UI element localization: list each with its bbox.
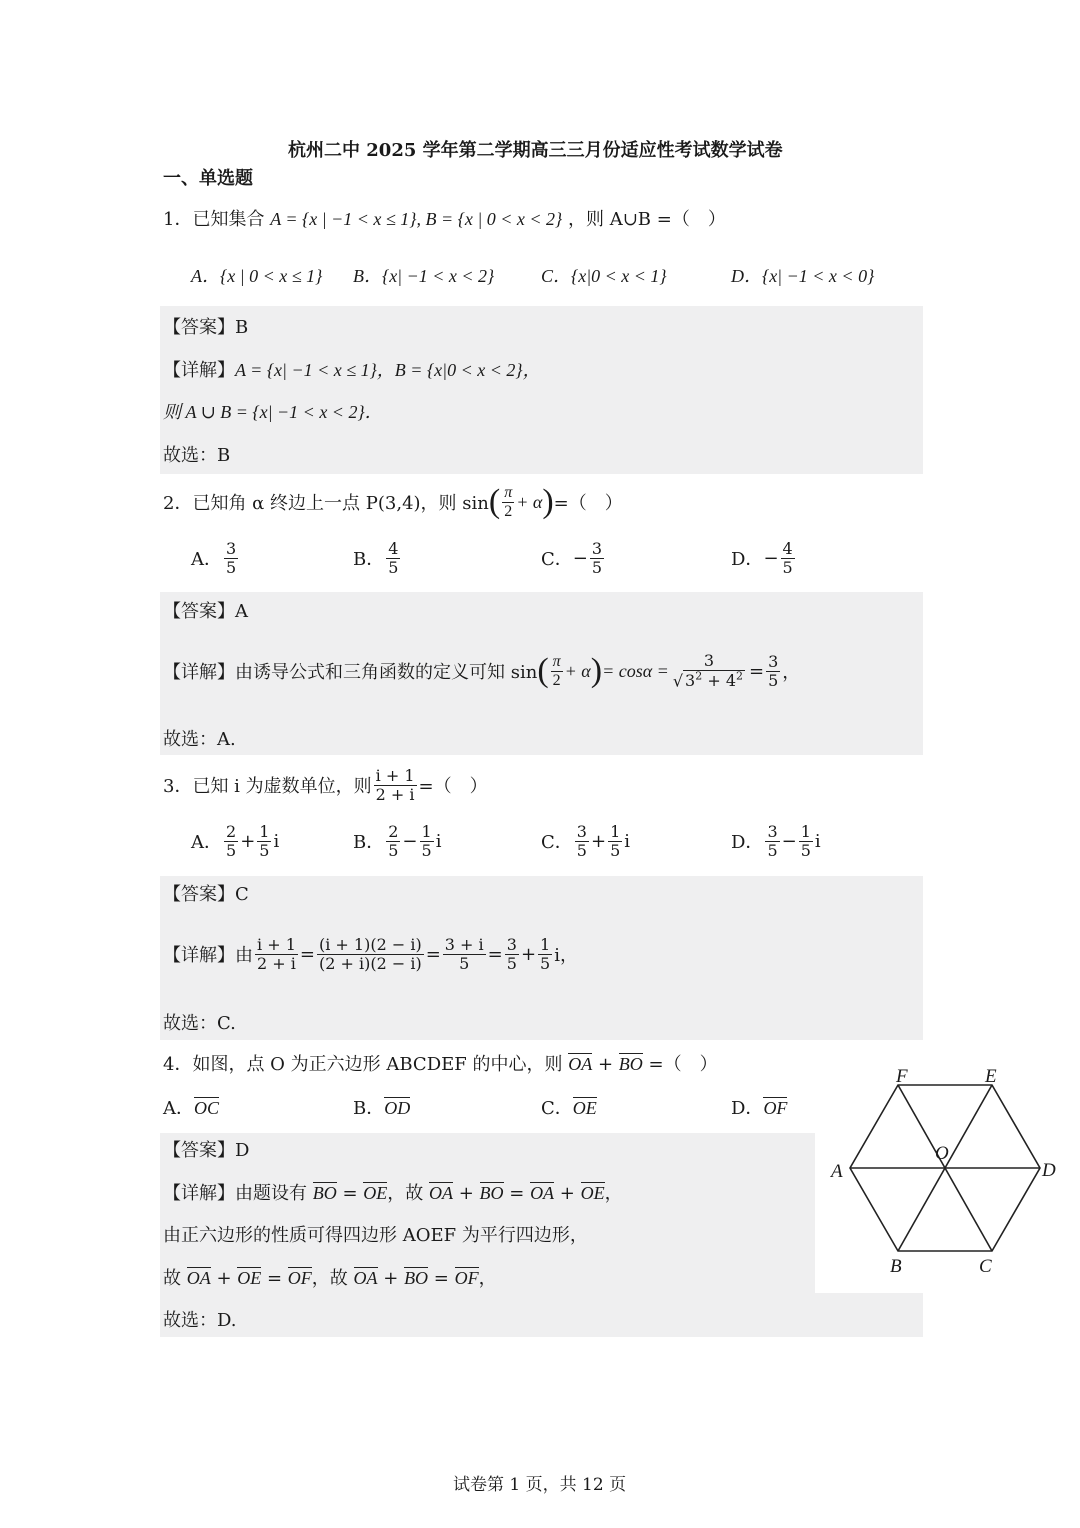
label-b: B [890,1256,902,1277]
exam-title: 杭州二中 2025 学年第二学期高三三月份适应性考试数学试卷 [288,140,783,161]
label-d: D [1042,1160,1056,1181]
q1-stem-suffix: ，则 A∪B =（ ） [568,209,726,230]
label-c: C [979,1256,992,1277]
q1-detail-2: 则 A ∪ B = {x| −1 < x < 2}． [163,402,383,422]
q2-answer: 【答案】A [163,601,248,622]
q4-option-d: D．OF [731,1098,788,1119]
q4-option-c: C．OE [541,1098,597,1119]
q2-option-b: B． $\frac{4}{5}$ [353,538,399,577]
q4-option-a: A．OC [163,1098,220,1119]
q4-detail-3: 故 OA + OE = OF，故 OA + BO = OF， [163,1268,497,1289]
q1-stem [163,205,726,231]
q4-detail-1: 【详解】由题设有 BO = OE，故 OA + BO = OA + OE， [163,1183,623,1204]
q2-choose: 故选：A. [163,729,236,750]
hexagon-figure [826,1062,1066,1282]
q1-stem-prefix: 1．已知集合 [163,209,265,230]
label-o: O [935,1143,949,1164]
q1-solution-box [160,306,923,474]
q2-option-d: D． − $\frac{4}{5}$ [731,538,793,577]
q4-option-b: B．OD [353,1098,411,1119]
q3-option-a: A． $\frac{2}{5}$ + $\frac{1}{5}$ i [191,821,280,860]
answer-tag: 【答案】 [163,317,235,338]
q4-choose: 故选：D. [163,1310,237,1331]
q1-option-a: A．{x | 0 < x ≤ 1} [191,266,323,286]
q1-option-d: D．{x| −1 < x < 0} [731,266,875,286]
q3-answer: 【答案】C [163,884,249,905]
q2-stem: 2．已知角 α 终边上一点 P(3,4)，则 sin ( $\frac{\pi}{2}$ + α ) =（ ） [163,483,623,520]
q4-answer-value: D [235,1140,250,1161]
q2-option-c: C． − $\frac{3}{5}$ [541,538,603,577]
label-e: E [985,1066,997,1087]
q1-answer-value: B [235,317,249,338]
q3-option-c: C． $\frac{3}{5}$ + $\frac{1}{5}$ i [541,821,631,860]
q3-option-b: B． $\frac{2}{5}$ − $\frac{1}{5}$ i [353,821,442,860]
q1-choose: 故选：B [163,445,231,466]
q1-detail-1 [163,356,541,382]
q2-detail: 【详解】 由诱导公式和三角函数的定义可知 sin ( $\frac{\pi}{2}$ + α ) = cosα = $\frac{3}{√ 3^2 + 4^2}$ = $\frac{3}{5}$ ， [163,651,801,691]
q2-answer-value: A [235,601,248,622]
label-a: A [831,1161,843,1182]
q1-option-c: C．{x|0 < x < 1} [541,266,667,286]
q3-option-d: D． $\frac{3}{5}$ − $\frac{1}{5}$ i [731,821,821,860]
q2-option-a: A． $\frac{3}{5}$ [191,538,237,577]
q1-stem-math: A = {x | −1 < x ≤ 1}, B = {x | 0 < x < 2} [270,209,563,229]
section-heading: 一、单选题 [163,168,253,189]
label-f: F [896,1066,908,1087]
q3-choose: 故选：C. [163,1013,236,1034]
q1-detail-1-text: A = {x| −1 < x ≤ 1}，B = {x|0 < x < 2}， [235,360,541,380]
q2-stem-suffix: =（ ） [553,493,623,514]
q2-stem-prefix: 2．已知角 α 终边上一点 P(3,4)，则 sin [163,493,489,514]
q4-stem: 4．如图，点 O 为正六边形 ABCDEF 的中心，则 OA + BO =（ ） [163,1054,718,1075]
q4-detail-2: 由正六边形的性质可得四边形 AOEF 为平行四边形， [163,1225,588,1246]
q3-detail: 【详解】 由 $\frac{i + 1}{2 + i}$ = $\frac{(i + 1)(2 - i)}{(2 + i)(2 - i)}$ = $\frac{3 + i}{5}$ = $\frac{3}{5}$ + $\frac{1}{5}$ i， [163,934,578,973]
q1-option-b: B．{x| −1 < x < 2} [353,266,495,286]
q4-solution-box-lower [160,1293,923,1337]
q4-answer: 【答案】D [163,1140,250,1161]
page-footer: 试卷第 1 页，共 12 页 [453,1475,627,1495]
detail-tag: 【详解】 [163,360,235,381]
q1-answer [163,313,248,339]
q2-detail-text: 由诱导公式和三角函数的定义可知 sin [235,662,538,683]
q3-stem: 3．已知 i 为虚数单位，则 $\frac{i + 1}{2 + i}$ =（ ） [163,765,488,804]
q3-answer-value: C [235,884,249,905]
